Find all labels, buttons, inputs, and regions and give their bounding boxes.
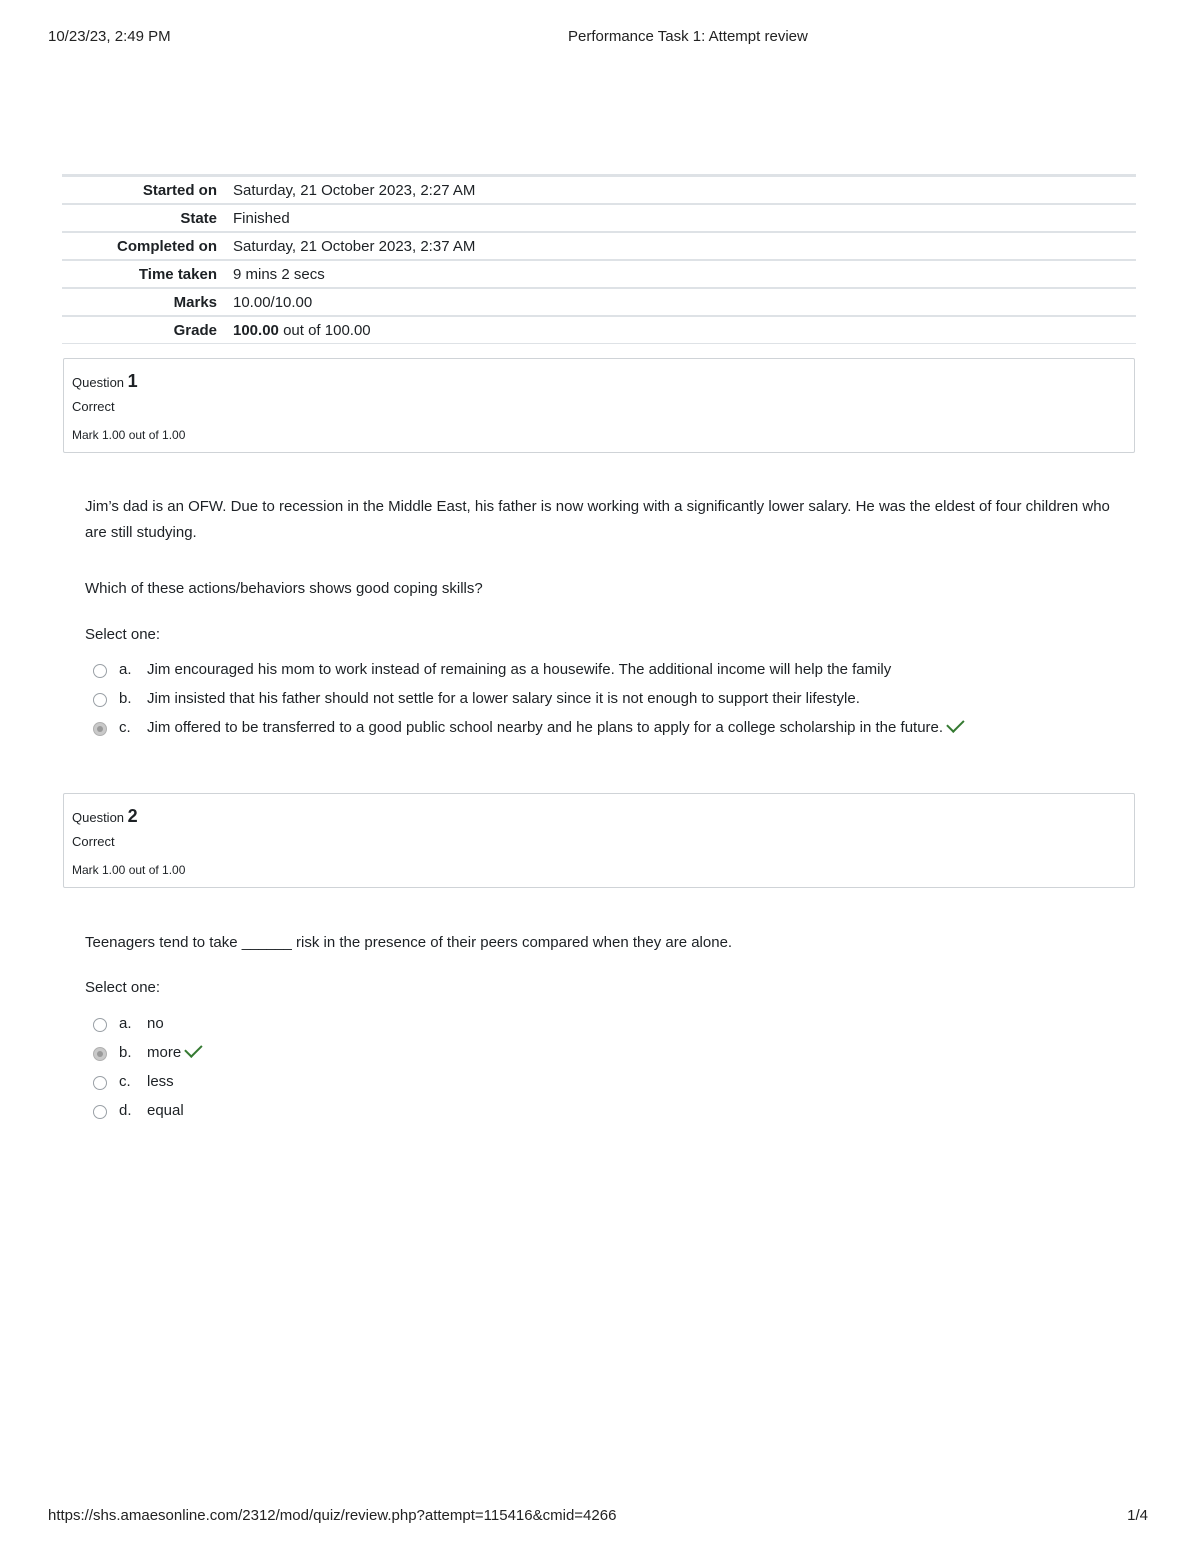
question-1-text: Jim’s dad is an OFW. Due to recession in the Middle East, his father is now working with a significantly lower salary. He was the eldest of four children who are still studying. [85,498,1110,541]
question-2-text: Teenagers tend to take ______ risk in the presence of their peers compared when they are alone. [85,934,733,951]
print-page-title: Performance Task 1: Attempt review [568,28,808,45]
grade-suffix: out of 100.00 [283,321,371,339]
q1-answer-a[interactable] [93,661,1103,683]
completed-on-value: Saturday, 21 October 2023, 2:37 AM [233,232,1136,260]
question-1-title [72,371,138,392]
answer-text: Jim encouraged his mom to work instead of remaining as a housewife. The additional income will help the family [147,661,892,678]
answer-letter: a. [119,661,132,678]
print-header [48,28,1148,48]
q2-answer-d[interactable] [93,1102,1103,1124]
summary-row-time [62,260,1136,288]
print-url: https://shs.amaesonline.com/2312/mod/quiz/review.php?attempt=115416&cmid=4266 [48,1507,617,1524]
correct-check-icon [184,1040,202,1058]
answer-letter: b. [119,690,132,707]
answer-letter: c. [119,1073,131,1090]
question-2-state: Correct [72,834,115,849]
attempt-summary-table [62,174,1136,344]
question-2-title [72,806,138,827]
answer-text: Jim insisted that his father should not settle for a lower salary since it is not enough to support their lifestyle. [147,690,860,707]
marks-value: 10.00/10.00 [233,288,1136,316]
grade-score: 100.00 [233,321,279,339]
radio-button-selected[interactable] [93,1047,107,1061]
answer-text: no [147,1015,164,1032]
answer-text: Jim offered to be transferred to a good public school nearby and he plans to apply for a college scholarship in the future. [147,719,944,736]
question-label: Question [72,810,125,825]
answer-letter: c. [119,719,131,736]
time-taken-value: 9 mins 2 secs [233,260,1136,288]
question-number: 2 [127,806,138,826]
time-taken-label: Time taken [62,260,233,288]
state-value: Finished [233,204,1136,232]
print-page-number: 1/4 [1127,1507,1148,1524]
question-number: 1 [127,371,138,391]
answer-text: equal [147,1102,184,1119]
summary-row-marks [62,288,1136,316]
state-label: State [62,204,233,232]
q2-answer-c[interactable] [93,1073,1103,1095]
q2-answer-a[interactable] [93,1015,1103,1037]
answer-letter: b. [119,1044,132,1061]
summary-row-completed [62,232,1136,260]
question-1-state: Correct [72,399,115,414]
radio-button[interactable] [93,1105,107,1119]
answer-letter: d. [119,1102,132,1119]
answer-text: more [147,1044,182,1061]
answer-text-wrap [147,719,959,736]
radio-button[interactable] [93,693,107,707]
summary-row-grade [62,316,1136,344]
question-1-question: Which of these actions/behaviors shows good coping skills? [85,580,483,597]
answer-letter: a. [119,1015,132,1032]
question-label: Question [72,375,125,390]
q1-answer-c[interactable] [93,719,1103,741]
q2-answer-b[interactable] [93,1044,1103,1066]
started-on-label: Started on [62,176,233,205]
radio-button[interactable] [93,1018,107,1032]
question-1-info [63,358,1135,453]
question-2-prompt: Select one: [85,979,161,996]
correct-check-icon [946,715,964,733]
question-1-prompt: Select one: [85,626,161,643]
question-2-mark: Mark 1.00 out of 1.00 [72,863,186,877]
completed-on-label: Completed on [62,232,233,260]
answer-text-wrap [147,1044,197,1061]
print-datetime: 10/23/23, 2:49 PM [48,28,171,45]
print-footer [48,1507,1148,1527]
radio-button-selected[interactable] [93,722,107,736]
grade-value [233,316,1136,344]
question-2-info [63,793,1135,888]
radio-button[interactable] [93,1076,107,1090]
radio-button[interactable] [93,664,107,678]
marks-label: Marks [62,288,233,316]
started-on-value: Saturday, 21 October 2023, 2:27 AM [233,176,1136,205]
grade-label: Grade [62,316,233,344]
summary-row-started [62,176,1136,205]
summary-row-state [62,204,1136,232]
answer-text: less [147,1073,174,1090]
q1-answer-b[interactable] [93,690,1103,712]
question-1-mark: Mark 1.00 out of 1.00 [72,428,186,442]
